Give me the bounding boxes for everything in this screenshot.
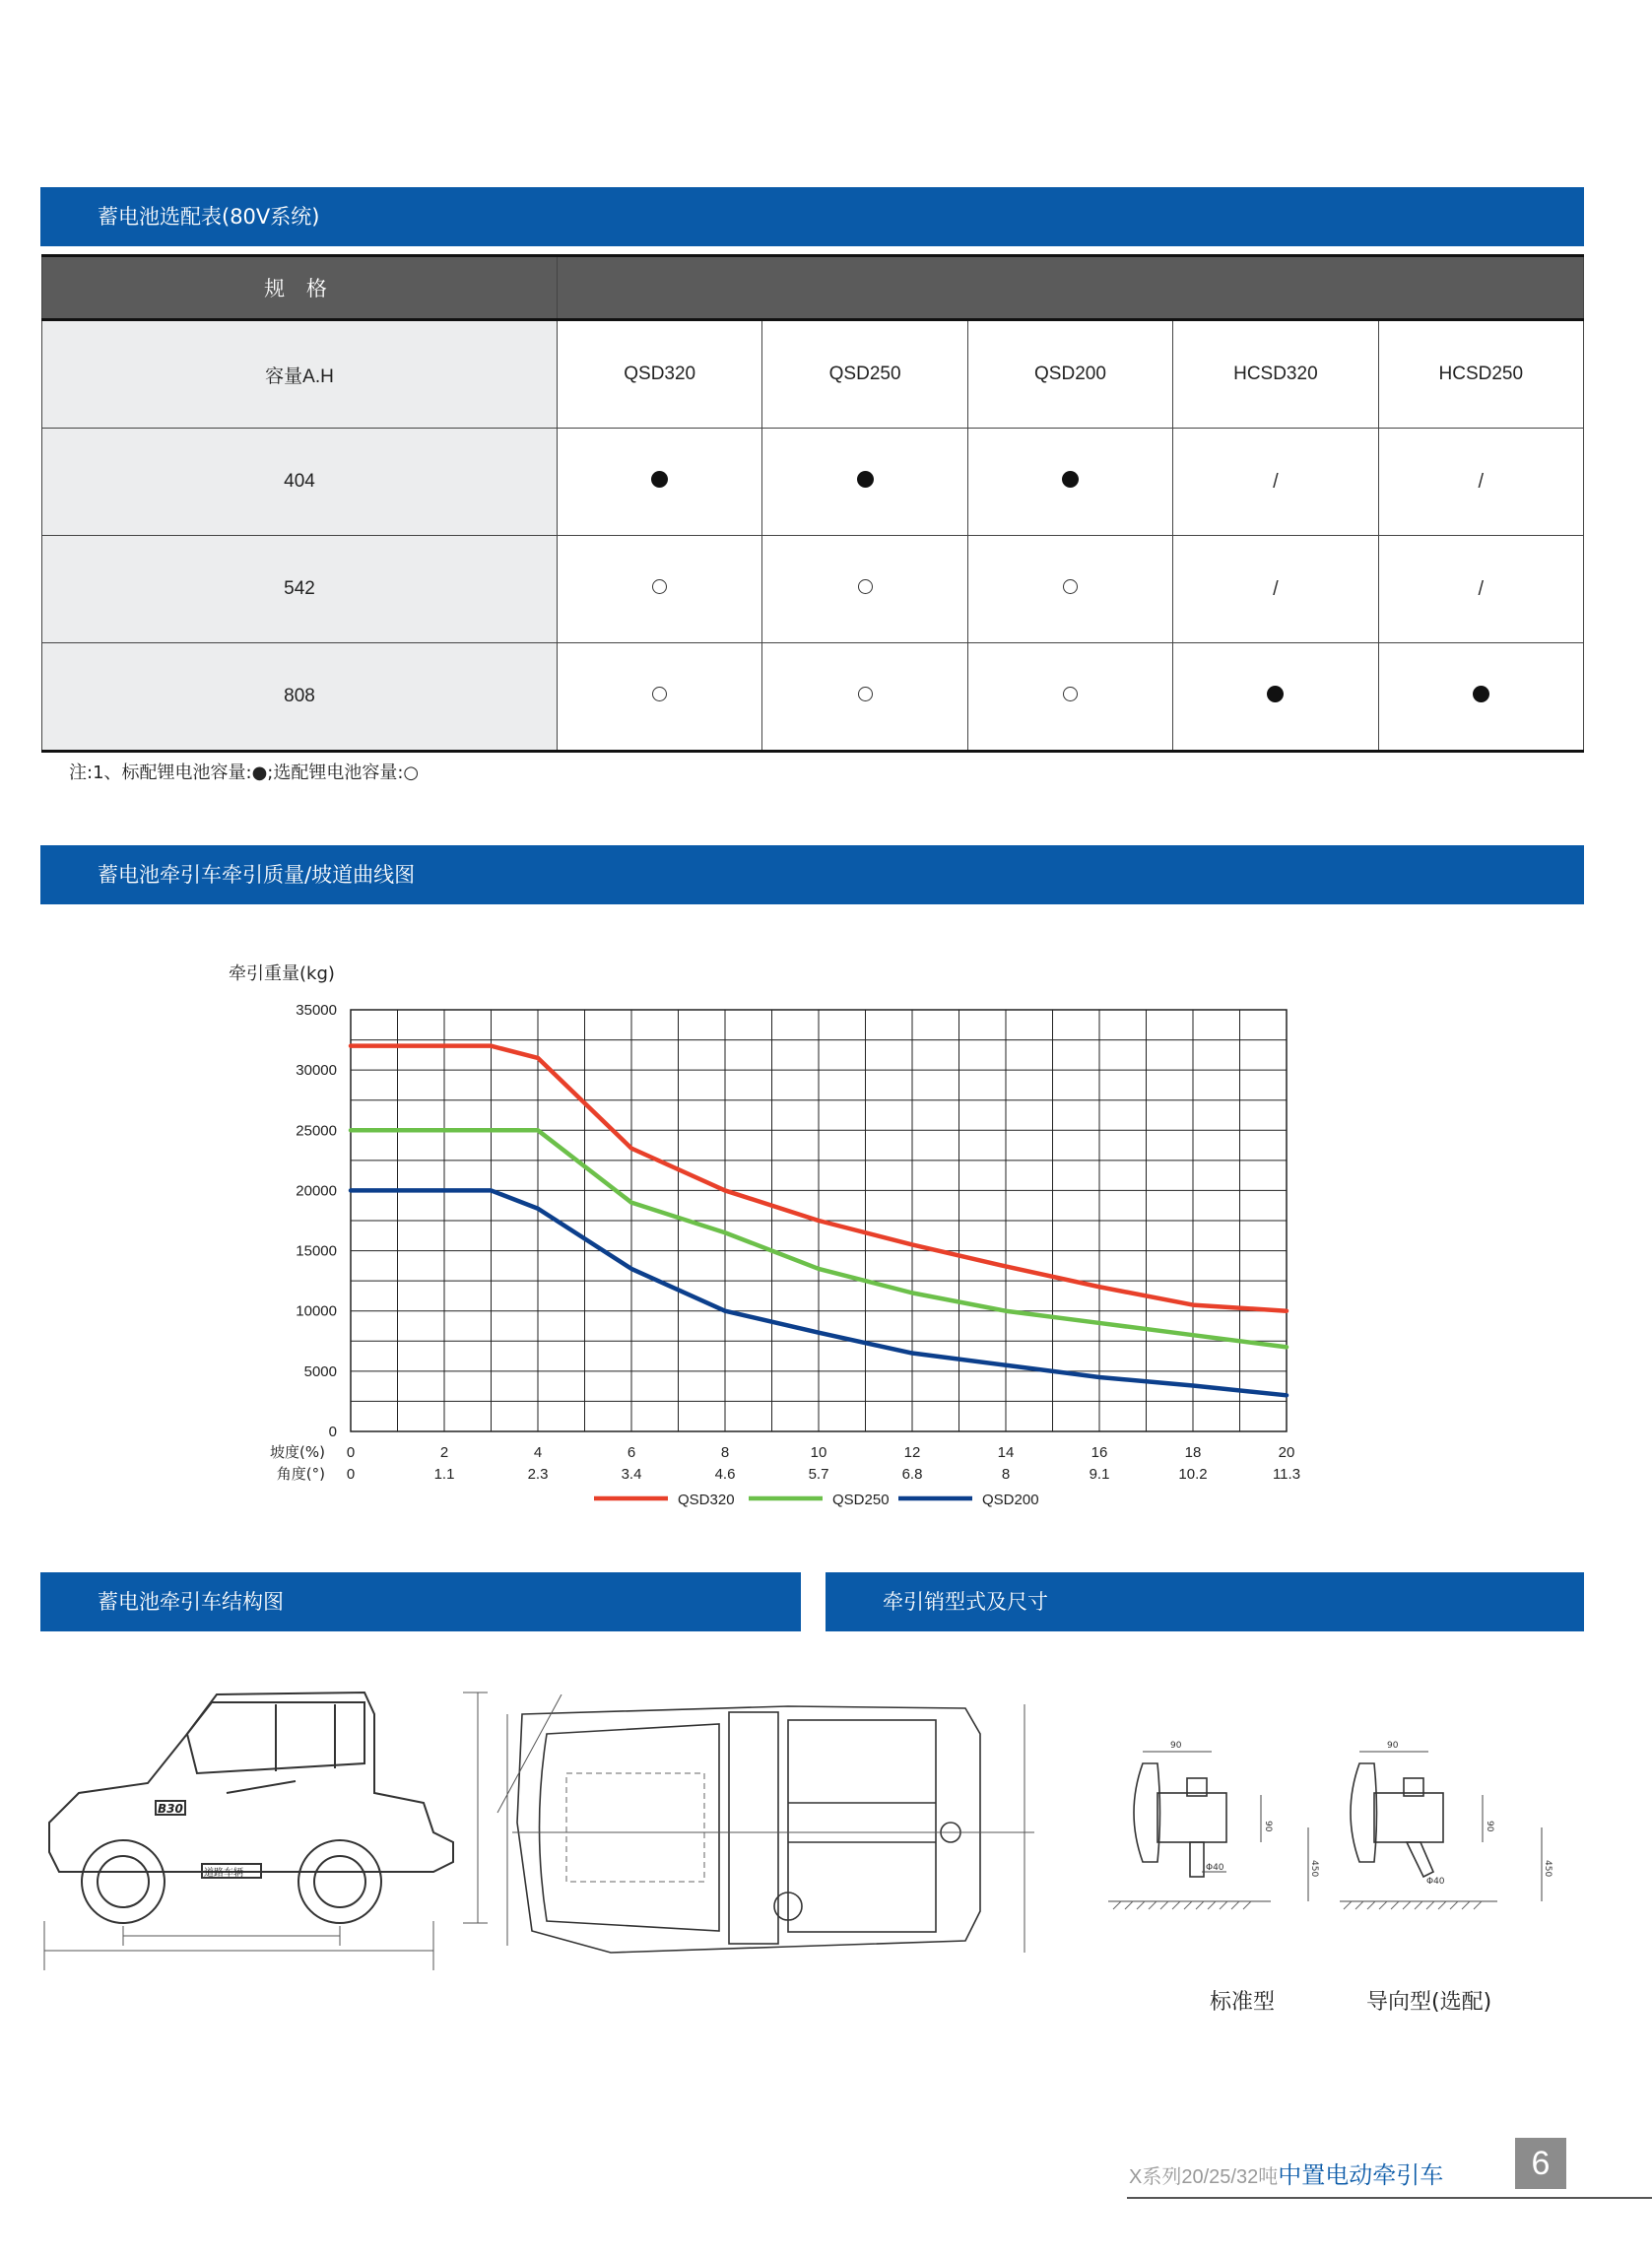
y-tick-label: 20000 xyxy=(296,1182,337,1200)
x-tick-label: 14 xyxy=(997,1444,1015,1461)
availability-cell xyxy=(762,429,967,536)
table-note: 注:1、标配锂电池容量:●;选配锂电池容量:○ xyxy=(69,763,420,783)
y-tick-label: 0 xyxy=(328,1424,337,1440)
x-tick-label: 2 xyxy=(439,1444,449,1461)
optional-circle-icon xyxy=(1063,579,1078,594)
x-tick-label: 20 xyxy=(1278,1444,1295,1461)
x-tick-angle-label: 6.8 xyxy=(901,1466,923,1483)
availability-cell xyxy=(1173,536,1378,643)
table-row xyxy=(42,536,1584,643)
chart-section-title: 蓄电池牵引车牵引质量/坡道曲线图 xyxy=(98,863,416,887)
x-tick-label: 12 xyxy=(903,1444,921,1461)
standard-dot-icon xyxy=(1062,471,1079,488)
table-row xyxy=(42,643,1584,752)
y-tick-label: 35000 xyxy=(296,1002,337,1019)
x-tick-angle-label: 1.1 xyxy=(433,1466,455,1483)
availability-cell xyxy=(1378,643,1583,752)
x-tick-label: 6 xyxy=(627,1444,636,1461)
x-tick-label: 10 xyxy=(810,1444,827,1461)
x-tick-angle-label: 3.4 xyxy=(621,1466,642,1483)
y-tick-label: 5000 xyxy=(303,1362,337,1380)
standard-dot-icon xyxy=(1473,686,1489,702)
pin-dim-gap: 90 xyxy=(1263,1821,1273,1832)
availability-cell xyxy=(558,536,762,643)
battery-table-title: 蓄电池选配表(80V系统) xyxy=(98,205,320,229)
spec-header-blank xyxy=(558,256,1584,320)
standard-dot-icon xyxy=(651,471,668,488)
pin-guide-drawing xyxy=(1340,1734,1556,1951)
not-available-mark: / xyxy=(1478,470,1485,493)
model-cell: QSD320 xyxy=(558,320,762,429)
x-tick-angle-label: 8 xyxy=(1001,1466,1011,1483)
pin-guide-dim-width: 90 xyxy=(1387,1741,1399,1751)
y-tick-label: 25000 xyxy=(296,1122,337,1140)
availability-cell xyxy=(967,429,1172,536)
availability-cell xyxy=(762,536,967,643)
table-row xyxy=(42,429,1584,536)
table-header-row xyxy=(42,256,1584,320)
model-cell: HCSD320 xyxy=(1173,320,1378,429)
footer-title: 中置电动牵引车 xyxy=(1278,2162,1444,2189)
x-tick-angle-label: 2.3 xyxy=(527,1466,549,1483)
not-available-mark: / xyxy=(1478,577,1485,600)
model-cell: HCSD250 xyxy=(1378,320,1583,429)
not-available-mark: / xyxy=(1273,577,1279,600)
table-row xyxy=(42,320,1584,429)
model-cell: QSD200 xyxy=(967,320,1172,429)
standard-dot-icon xyxy=(1267,686,1284,702)
x-axis-label-angle: 角度(°) xyxy=(276,1465,325,1483)
x-tick-label: 18 xyxy=(1184,1444,1202,1461)
model-cell: QSD250 xyxy=(762,320,967,429)
tractor-top-view-drawing xyxy=(493,1694,1044,1960)
x-tick-label: 0 xyxy=(346,1444,356,1461)
x-tick-angle-label: 9.1 xyxy=(1089,1466,1110,1483)
capacity-label: 容量A.H xyxy=(42,320,558,429)
pin-dim-height: 450 xyxy=(1309,1860,1319,1878)
x-tick-angle-label: 4.6 xyxy=(714,1466,736,1483)
x-tick-label: 16 xyxy=(1090,1444,1108,1461)
availability-cell xyxy=(558,643,762,752)
capacity-value: 404 xyxy=(42,429,558,536)
grade-curve-chart xyxy=(0,946,1652,1517)
legend-label-qsd200: QSD200 xyxy=(982,1492,1039,1508)
legend-label-qsd320: QSD320 xyxy=(678,1492,735,1508)
x-tick-label: 4 xyxy=(533,1444,543,1461)
standard-dot-icon xyxy=(857,471,874,488)
capacity-value: 542 xyxy=(42,536,558,643)
optional-circle-icon xyxy=(858,579,873,594)
pin-section-title: 牵引销型式及尺寸 xyxy=(883,1590,1048,1614)
not-available-mark: / xyxy=(1273,470,1279,493)
pin-standard-drawing xyxy=(1103,1734,1320,1951)
x-axis-label-grade: 坡度(%) xyxy=(270,1443,325,1461)
pin-header-bar xyxy=(826,1572,1584,1631)
optional-circle-icon xyxy=(652,687,667,701)
y-tick-label: 15000 xyxy=(296,1242,337,1260)
x-tick-angle-label: 10.2 xyxy=(1178,1466,1208,1483)
x-tick-angle-label: 0 xyxy=(346,1466,356,1483)
battery-table-header-bar xyxy=(40,187,1584,246)
spec-header: 规 格 xyxy=(42,256,558,320)
y-axis-label: 牵引重量(kg) xyxy=(229,963,335,984)
battery-table xyxy=(41,254,1584,753)
optional-circle-icon xyxy=(652,579,667,594)
structure-section-title: 蓄电池牵引车结构图 xyxy=(98,1590,284,1614)
availability-cell xyxy=(1378,429,1583,536)
availability-cell xyxy=(1173,429,1378,536)
footer-divider xyxy=(1127,2197,1652,2199)
pin-guide-dim-height: 450 xyxy=(1543,1860,1553,1878)
x-tick-angle-label: 5.7 xyxy=(808,1466,829,1483)
capacity-value: 808 xyxy=(42,643,558,752)
availability-cell xyxy=(1173,643,1378,752)
availability-cell xyxy=(1378,536,1583,643)
pin-dim-dia: Φ40 xyxy=(1206,1863,1224,1873)
footer-series: X系列20/25/32吨 xyxy=(1129,2166,1279,2188)
availability-cell xyxy=(967,536,1172,643)
chart-header-bar xyxy=(40,845,1584,904)
optional-circle-icon xyxy=(1063,687,1078,701)
x-tick-angle-label: 11.3 xyxy=(1272,1466,1301,1483)
footer-text xyxy=(1129,2156,1443,2190)
page-number: 6 xyxy=(1515,2138,1566,2189)
tractor-plate: 道路车辆 xyxy=(204,1868,243,1879)
pin-guide-dim-dia: Φ40 xyxy=(1426,1877,1445,1887)
optional-circle-icon xyxy=(858,687,873,701)
legend-label-qsd250: QSD250 xyxy=(832,1492,890,1508)
availability-cell xyxy=(762,643,967,752)
tractor-badge: B30 xyxy=(158,1802,183,1816)
availability-cell xyxy=(967,643,1172,752)
availability-cell xyxy=(558,429,762,536)
structure-header-bar xyxy=(40,1572,801,1631)
pin-dim-width: 90 xyxy=(1170,1741,1182,1751)
pin-guide-dim-gap: 90 xyxy=(1485,1821,1494,1832)
x-tick-label: 8 xyxy=(720,1444,730,1461)
y-tick-label: 10000 xyxy=(296,1302,337,1320)
y-tick-label: 30000 xyxy=(296,1062,337,1080)
pin-caption-guide: 导向型(选配) xyxy=(1366,1990,1492,2015)
tractor-side-view-drawing xyxy=(39,1675,493,1980)
pin-caption-standard: 标准型 xyxy=(1210,1990,1276,2015)
